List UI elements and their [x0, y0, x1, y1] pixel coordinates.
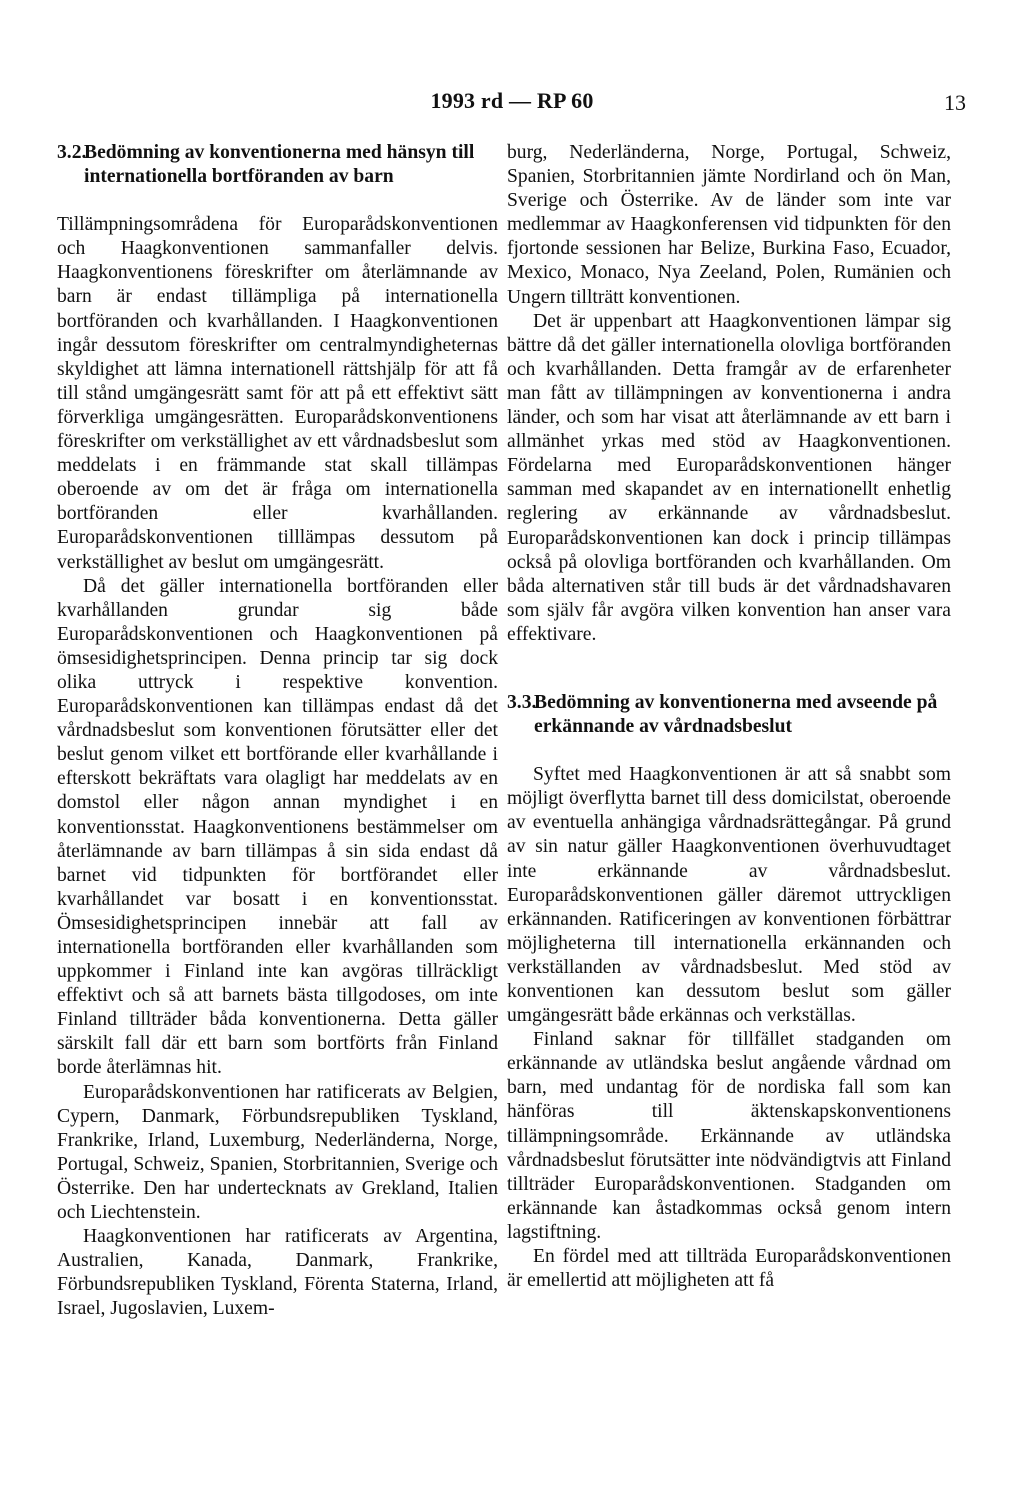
paragraph: Tillämpningsområdena för Europarådskonventionen och Haagkonventionen sammanfaller delvis. Haagkonventionens föreskrifter om återlämnande av barn är endast tillämpliga på internationella bortföranden och kvarhållanden. I Haagkonventionen ingår dessutom föreskrifter om centralmyndigheternas skyldighet att lämna internationell rättshjälp för att få till stånd umgängesrätt samt för att på ett effektivt sätt förverkliga umgängesrätten. Europarådskonventionens föreskrifter om verkställighet av ett vårdnadsbeslut som meddelats i en främmande stat skall tillämpas oberoende av om det är fråga om internationella bortföranden eller kvarhållanden. Europarådskonventionen tilllämpas dessutom på verkställighet av beslut om umgängesrätt.: [57, 214, 498, 573]
spacer: [57, 189, 498, 213]
section-title: Bedömning av konventionerna med hänsyn till internationella bortföranden av barn: [84, 142, 475, 188]
paragraph: Haagkonventionen har ratificerats av Argentina, Australien, Kanada, Danmark, Frankrike, Förbundsrepubliken Tyskland, Förenta Staterna, Irland, Israel, Jugoslavien, Luxem-: [57, 1226, 498, 1320]
paragraph: En fördel med att tillträda Europarådskonventionen är emellertid att möjligheten att få: [507, 1246, 951, 1292]
section-heading-3-3: [507, 691, 951, 739]
spacer: [507, 647, 951, 691]
left-column: [57, 141, 498, 1322]
section-number: 3.2.: [57, 142, 87, 163]
paragraph: Det är uppenbart att Haagkonventionen lämpar sig bättre då det gäller internationella olovliga bortföranden och kvarhållanden. Detta framgår av de erfarenheter man fått av tillämpningen av konventionerna i andra länder, och som har visat att återlämnande av ett barn i allmänhet yrkas med stöd av Haagkonventionen. Fördelarna med Europarådskonventionen hänger samman med skapandet av en internationellt enhetlig reglering av erkännande av vårdnadsbeslut. Europarådskonventionen kan dock i princip tillämpas också på olovliga bortföranden och kvarhållanden. Om båda alternativen står till buds är det vårdnadshavaren som själv får avgöra vilken konvention han anser vara effektivare.: [507, 310, 951, 645]
right-column: [507, 141, 951, 1293]
paragraph: burg, Nederländerna, Norge, Portugal, Schweiz, Spanien, Storbritannien jämte Nordirland och ön Man, Sverige och Österrike. Av de länder som inte var medlemmar av Haagkonferensen vid tidpunkten för den fjortonde sessionen har Belize, Burkina Faso, Ecuador, Mexico, Monaco, Nya Zeeland, Polen, Rumänien och Ungern tillträtt konventionen.: [507, 142, 951, 308]
section-heading-3-2: [57, 141, 498, 189]
paragraph: Finland saknar för tillfället stadganden om erkännande av utländska beslut angående vårdnad om barn, med undantag för de nordiska fall som kan hänföras till äktenskapskonventionens tillämpningsområde. Erkännande av utländska vårdnadsbeslut förutsätter inte nödvändigtvis att Finland tillträder Europarådskonventionen. Stadganden om erkännande kan åstadkommas också genom intern lagstiftning.: [507, 1029, 951, 1243]
section-number: 3.3.: [507, 691, 537, 713]
paragraph: Då det gäller internationella bortföranden eller kvarhållanden grundar sig både Europarådskonventionen och Haagkonventionen på ömsesidighetsprincipen. Denna princip tar sig dock olika uttryck i respektive konvention. Europarådskonventionen kan tillämpas endast då det vårdnadsbeslut som konventionen förutsätter eller det beslut genom vilket ett bortförande eller kvarhållande i efterskott bekräftats vara olagligt har meddelats av en domstol eller någon annan myndighet i en konventionsstat. Haagkonventionens bestämmelser om återlämnande av barn tillämpas å sin sida endast då barnet vid tidpunkten för bortförandet eller kvarhållandet var bosatt i en konventionsstat. Ömsesidighetsprincipen innebär att fall av internationella bortföranden eller kvarhållanden som uppkommer i Finland inte kan avgöras tillräckligt effektivt och så att barnets bästa tillgodoses, om inte Finland tillträder båda konventionerna. Detta gäller särskilt fall där ett barn som bortförts från Finland borde återlämnas hit.: [57, 575, 498, 1079]
paragraph: Europarådskonventionen har ratificerats av Belgien, Cypern, Danmark, Förbundsrepubliken Tyskland, Frankrike, Irland, Luxemburg, Nederländerna, Norge, Portugal, Schweiz, Spanien, Storbritannien, Sverige och Österrike. Den har undertecknats av Grekland, Italien och Liechtenstein.: [57, 1081, 498, 1224]
running-head: 1993 rd — RP 60: [430, 88, 594, 113]
section-title: Bedömning av konventionerna med avseende på erkännande av vårdnadsbeslut: [534, 691, 938, 738]
page-number: 13: [944, 90, 966, 115]
spacer: [507, 739, 951, 763]
paragraph: Syftet med Haagkonventionen är att så snabbt som möjligt överflytta barnet till dess domicilstat, oberoende av eventuella anhängiga vårdnadsrättegångar. På grund av sin natur gäller Haagkonventionen överhuvudtaget inte erkännande av vårdnadsbeslut. Europarådskonventionen gäller däremot uttryckligen erkännanden. Ratificeringen av konventionen förbättrar möjligheterna till internationella erkännanden och verkställanden av vårdnadsbeslut. Med stöd av konventionen kan dessutom beslut som gäller umgängesrätt både erkännas och verkställas.: [507, 764, 951, 1027]
